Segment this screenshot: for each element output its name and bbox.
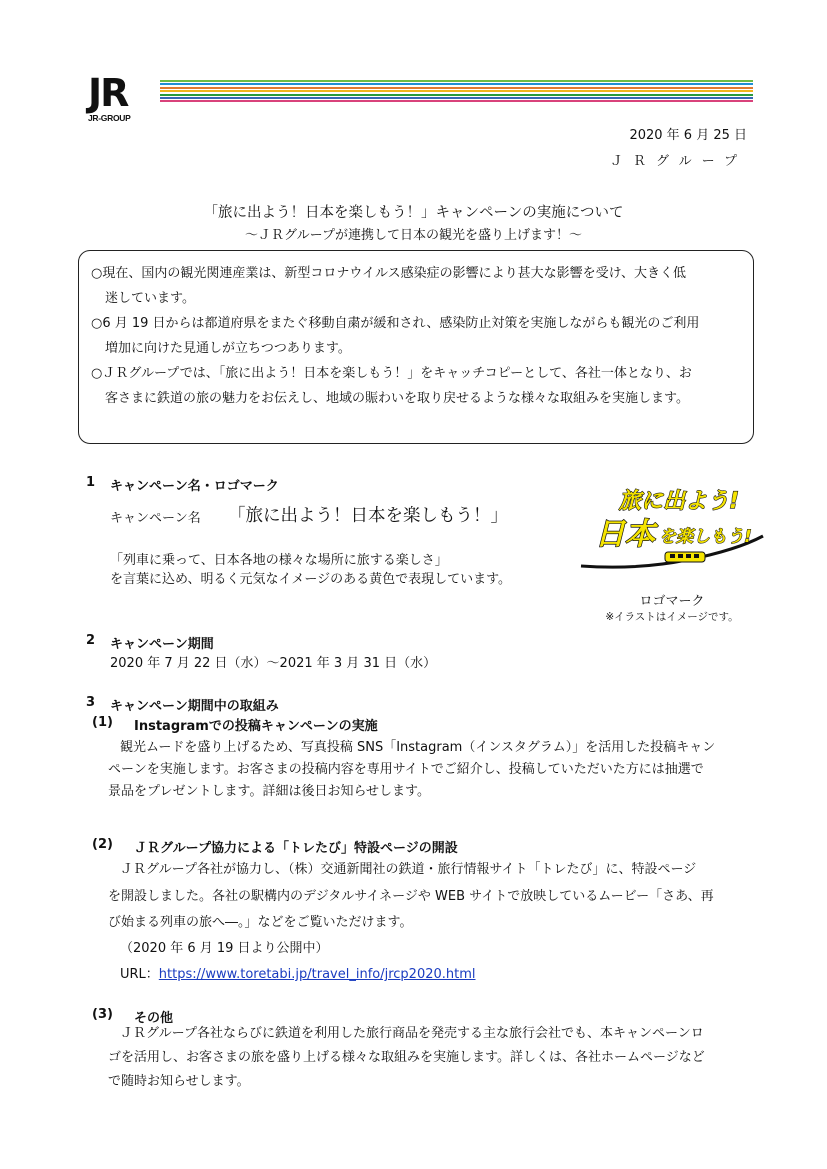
summary-box	[78, 250, 754, 444]
jr-group-text: JR-GROUP	[88, 113, 131, 123]
subsection-2-publish-note: （2020 年 6 月 19 日より公開中）	[120, 941, 329, 956]
header-color-stripes	[160, 80, 753, 104]
section-1-heading: キャンペーン名・ロゴマーク	[110, 479, 279, 494]
subsection-3-line-1: ＪＲグループ各社ならびに鉄道を利用した旅行商品を発売する主な旅行会社でも、本キャンペーンロ	[120, 1026, 704, 1041]
logo-text-line-2-sub: を楽しもう!	[659, 527, 752, 547]
section-2-heading: キャンペーン期間	[110, 637, 214, 652]
toretabi-link[interactable]: https://www.toretabi.jp/travel_info/jrcp2020.html	[158, 967, 476, 982]
subsection-3-line-3: で随時お知らせします。	[108, 1074, 250, 1089]
subsection-1-number: (1)	[92, 715, 113, 730]
campaign-logo-art	[577, 478, 767, 578]
page-subtitle: ～ＪＲグループが連携して日本の観光を盛り上げます！～	[245, 228, 582, 243]
section-3-number: 3	[86, 695, 96, 710]
summary-bullet-3: ○ＪＲグループでは、「旅に出よう！日本を楽しもう！」をキャッチコピーとして、各社一体となり、お 客さまに鉄道の旅の魅力をお伝えし、地域の賑わいを取り戻せるような様々な取組みを実施します。	[91, 366, 692, 406]
subsection-2-line-1: ＪＲグループ各社が協力し、（株）交通新聞社の鉄道・旅行情報サイト「トレたび」に、特設ページ	[120, 862, 697, 877]
header-stripe	[160, 94, 753, 96]
section-3-heading: キャンペーン期間中の取組み	[110, 699, 279, 714]
issuing-organization: ＪＲグループ	[610, 154, 747, 169]
campaign-logo	[577, 478, 767, 578]
subsection-2-line-3: び始まる列車の旅へ―。」などをご覧いただけます。	[108, 915, 413, 930]
subsection-2-number: (2)	[92, 837, 113, 852]
subsection-1-line-2: ペーンを実施します。お客さまの投稿内容を専用サイトでご紹介し、投稿していただいた方には抽選で	[108, 762, 704, 777]
campaign-description-line-2: を言葉に込め、明るく元気なイメージのある黄色で表現しています。	[110, 572, 512, 587]
logo-note: ※イラストはイメージです。	[605, 611, 739, 623]
subsection-3-number: (3)	[92, 1007, 113, 1022]
summary-bullet-1: ○現在、国内の観光関連産業は、新型コロナウイルス感染症の影響により甚大な影響を受け、大きく低 迷しています。	[91, 266, 687, 306]
logo-text-line-2-main: 日本	[595, 517, 655, 552]
subsection-1-line-1: 観光ムードを盛り上げるため、写真投稿 SNS「Instagram（インスタグラム）」を活用した投稿キャン	[120, 740, 716, 755]
header-stripe	[160, 83, 753, 85]
campaign-name-label: キャンペーン名	[110, 511, 201, 526]
subsection-2-line-2: を開設しました。各社の駅構内のデジタルサイネージや WEB サイトで放映しているムービー「さあ、再	[108, 889, 714, 904]
header-stripe	[160, 97, 753, 99]
jr-logo-mark: JR	[88, 71, 128, 115]
subsection-1-line-3: 景品をプレゼントします。詳細は後日お知らせします。	[108, 784, 431, 799]
subsection-1-heading: Instagramでの投稿キャンペーンの実施	[134, 719, 378, 734]
subsection-3-line-2: ゴを活用し、お客さまの旅を盛り上げる様々な取組みを実施します。詳しくは、各社ホームページなど	[108, 1050, 705, 1065]
section-1-number: 1	[86, 475, 96, 490]
train-icon	[665, 552, 705, 562]
summary-bullet-2: ○6 月 19 日からは都道府県をまたぐ移動自粛が緩和され、感染防止対策を実施しながらも観光のご利用 増加に向けた見通しが立ちつつあります。	[91, 316, 700, 356]
logo-caption: ロゴマーク	[639, 594, 705, 609]
logo-text-line-1: 旅に出よう!	[619, 489, 740, 514]
subsection-3-heading: その他	[134, 1011, 174, 1026]
url-label: URL：	[120, 967, 159, 982]
campaign-period: 2020 年 7 月 22 日（水）～2021 年 3 月 31 日（水）	[110, 656, 437, 671]
campaign-name: 「旅に出よう！日本を楽しもう！」	[228, 506, 508, 526]
header-stripe	[160, 90, 753, 92]
header-stripe	[160, 100, 753, 102]
jr-group-logo	[88, 71, 148, 124]
campaign-description-line-1: 「列車に乗って、日本各地の様々な場所に旅する楽しさ」	[110, 553, 448, 568]
section-2-number: 2	[86, 633, 96, 648]
header-stripe	[160, 87, 753, 89]
header-stripe	[160, 80, 753, 82]
subsection-2-heading: ＪＲグループ協力による「トレたび」特設ページの開設	[134, 841, 458, 856]
page-title: 「旅に出よう！日本を楽しもう！」キャンペーンの実施について	[203, 205, 624, 221]
subsection-2-url-row	[120, 962, 476, 987]
release-date: 2020 年 6 月 25 日	[629, 128, 747, 143]
